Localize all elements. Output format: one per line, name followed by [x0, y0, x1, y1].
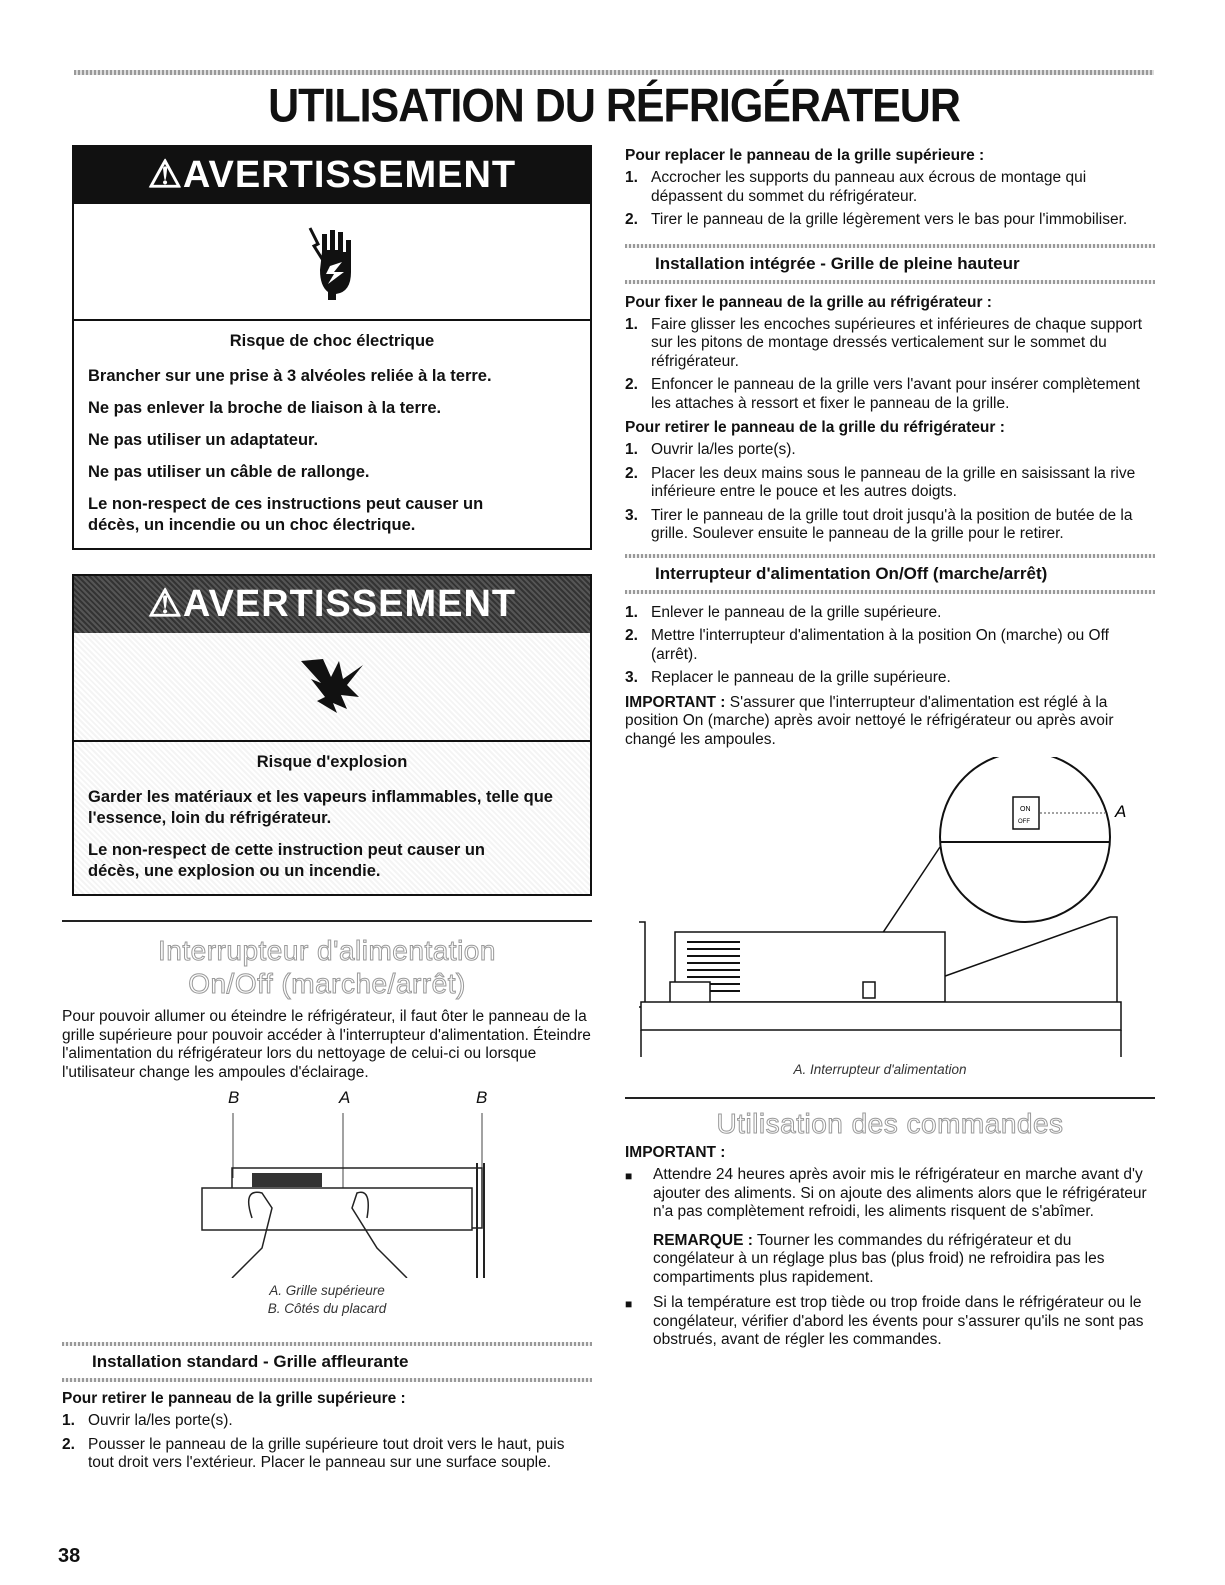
sub-heading: Interrupteur d'alimentation On/Off (marche/arrêt)	[655, 563, 1048, 583]
section-title: Interrupteur d'alimentation On/Off (marche/arrêt)	[158, 935, 496, 999]
warning-line: Ne pas utiliser un câble de rallonge.	[88, 463, 370, 481]
warning-box-explosion	[72, 574, 592, 896]
list-item: 1. Ouvrir la/les porte(s).	[625, 441, 796, 458]
step-lead: Pour retirer le panneau de la grille supérieure :	[62, 1390, 406, 1407]
power-switch-illustration	[625, 757, 1135, 1057]
warning-header: ⚠AVERTISSEMENT	[74, 147, 590, 204]
warning-line: Garder les matériaux et les vapeurs inflammables, telle que l'essence, loin du réfrigérateur.	[88, 788, 553, 827]
warning-line: Le non-respect de cette instruction peut causer un décès, une explosion ou un incendie.	[88, 841, 485, 880]
list-item: 1. Faire glisser les encoches supérieures et inférieures de chaque support sur les pitons de montage dressés verticalement sur le sommet du réfrigérateur.	[625, 315, 1143, 370]
list-item: 2. Mettre l'interrupteur d'alimentation à la position On (marche) ou Off (arrêt).	[625, 627, 1109, 663]
list-item: 3. Tirer le panneau de la grille tout droit jusqu'à la position de butée de la grille. Soulever ensuite le panneau de la grille pour le retirer.	[625, 506, 1133, 542]
top-dotted-rule	[74, 70, 1154, 75]
grille-illustration	[192, 1108, 492, 1278]
warning-line: Ne pas utiliser un adaptateur.	[88, 431, 319, 449]
intro-paragraph: Pour pouvoir allumer ou éteindre le réfrigérateur, il faut ôter le panneau de la grille supérieure pour pouvoir accéder à l'interrupteur d'alimentation. Éteindre l'alimentation du réfrigérateur lors du nettoyage de celui-ci ou lorsque l'utilisateur change les ampoules d'éclairage.	[62, 1008, 591, 1081]
step-lead: Pour fixer le panneau de la grille au réfrigérateur :	[625, 293, 992, 311]
figure-label: B	[228, 1088, 240, 1107]
figure-caption: A. Interrupteur d'alimentation	[793, 1062, 967, 1077]
list-item: ■ Attendre 24 heures après avoir mis le réfrigérateur en marche avant d'y ajouter des aliments. Si on ajoute des aliments alors que le réfrigérateur n'a pas complètement refroidi, les aliments risquent de s'abîmer. REMARQUE : Tourner les commandes du réfrigérateur et du congélateur à un réglage plus bas (plus froid) ne refroidira pas les compartiments plus rapidement.	[625, 1166, 1155, 1287]
warning-box-shock	[72, 145, 592, 550]
figure-caption: A. Grille supérieure	[269, 1283, 385, 1298]
figure-label: A	[1115, 802, 1127, 821]
section-title: Utilisation des commandes	[716, 1108, 1064, 1139]
switch-off-label: OFF	[1018, 819, 1030, 825]
step-list	[625, 441, 1155, 544]
remark-note: REMARQUE : Tourner les commandes du réfrigérateur et du congélateur à un réglage plus bas (plus froid) ne refroidira pas les compartiments plus rapidement.	[653, 1231, 1105, 1286]
sub-heading: Installation intégrée - Grille de pleine hauteur	[655, 253, 1020, 273]
list-item: 3. Replacer le panneau de la grille supérieure.	[625, 669, 951, 686]
figure-grille	[62, 1088, 592, 1278]
step-list	[62, 1412, 592, 1473]
figure-label: B	[476, 1088, 488, 1107]
warning-subtitle: Risque de choc électrique	[229, 332, 435, 350]
list-item: 1. Accrocher les supports du panneau aux écrous de montage qui dépassent du sommet du réfrigérateur.	[625, 169, 1087, 205]
warning-line: Ne pas enlever la broche de liaison à la terre.	[88, 399, 442, 417]
switch-on-label: ON	[1020, 806, 1031, 813]
explosion-icon	[297, 657, 367, 717]
page-number: 38	[58, 1545, 81, 1567]
list-item: 2. Enfoncer le panneau de la grille vers l'avant pour insérer complètement les attaches à ressort et fixer le panneau de la grille.	[625, 376, 1140, 412]
list-item: 1. Enlever le panneau de la grille supérieure.	[625, 603, 942, 621]
list-item: ■ Si la température est trop tiède ou trop froide dans le réfrigérateur ou le congélateur, vérifier d'abord les évents pour s'assurer qu'ils ne sont pas obstrués, avant de régler les commandes.	[625, 1294, 1144, 1348]
figure-label: A	[339, 1088, 351, 1107]
left-column	[62, 145, 592, 1479]
warning-subtitle: Risque d'explosion	[256, 753, 408, 771]
important-note: IMPORTANT : S'assurer que l'interrupteur d'alimentation est réglé à la position On (marche) après avoir nettoyé le réfrigérateur ou après avoir changé les ampoules.	[625, 693, 1114, 748]
figure-caption: B. Côtés du placard	[267, 1301, 387, 1316]
figure-switch	[625, 757, 1155, 1057]
bullet-list	[625, 1166, 1155, 1350]
important-heading: IMPORTANT :	[625, 1144, 726, 1161]
step-lead: Pour replacer le panneau de la grille supérieure :	[625, 147, 985, 164]
list-item: 2. Placer les deux mains sous le panneau de la grille en saisissant la rive inférieure entre le pouce et les autres doigts.	[625, 464, 1136, 500]
list-item: 2. Tirer le panneau de la grille légèrement vers le bas pour l'immobiliser.	[625, 211, 1128, 228]
warning-line: Le non-respect de ces instructions peut causer un décès, un incendie ou un choc électrique.	[88, 495, 484, 534]
step-list	[625, 169, 1155, 230]
list-item: 2. Pousser le panneau de la grille supérieure tout droit vers le haut, puis tout droit vers l'extérieur. Placer le panneau sur une surface souple.	[62, 1435, 565, 1471]
list-item: 1. Ouvrir la/les porte(s).	[62, 1412, 233, 1429]
step-list	[625, 604, 1155, 688]
step-list	[625, 316, 1155, 414]
sub-heading: Installation standard - Grille affleurante	[92, 1352, 409, 1371]
electric-shock-hand-icon	[302, 222, 362, 302]
warning-line: Brancher sur une prise à 3 alvéoles reliée à la terre.	[88, 367, 492, 385]
warning-header: ⚠AVERTISSEMENT	[74, 576, 590, 633]
step-lead: Pour retirer le panneau de la grille du réfrigérateur :	[625, 419, 1005, 436]
right-column	[625, 145, 1155, 1357]
page-title: UTILISATION DU RÉFRIGÉRATEUR	[268, 79, 960, 133]
